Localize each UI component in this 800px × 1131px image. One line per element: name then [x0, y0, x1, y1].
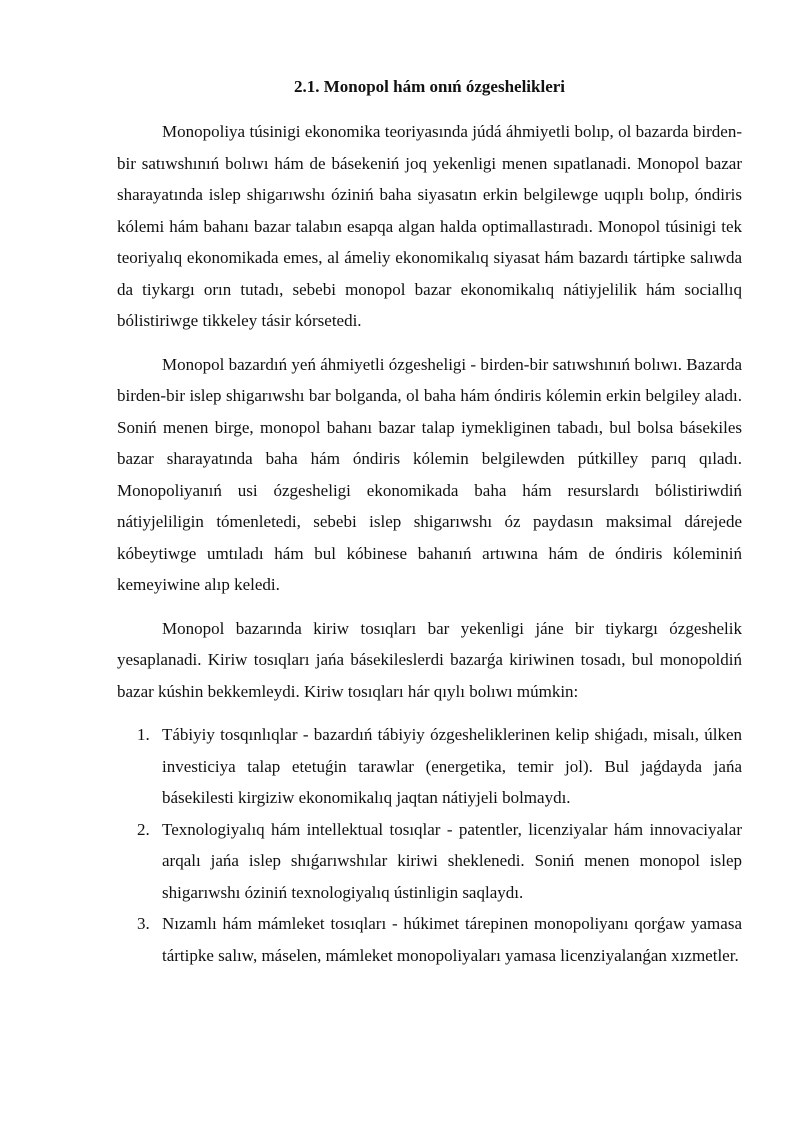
paragraph: Monopol bazardıń yeń áhmiyetli ózgesheligi - birden-bir satıwshınıń bolıwı. Bazarda birden-bir islep shigarıwshı bar bolganda, ol baha hám óndiris kólemin erkin belgiley aladı. Soniń menen birge, monopol bahanı bazar talap iymekliginen tabadı, bul bolsa básekiles bazar sharayatında baha hám óndiris kólemin belgilewden pútkilley parıq qıladı. Monopoliyanıń usi ózgesheligi ekonomikada baha hám resurslardı bólistiriwdiń nátiyjeliligin tómenletedi, sebebi islep shigarıwshı óz paydasın maksimal dárejede kóbeytiwge umtıladı hám bul kóbinese bahanıń artıwına hám de óndiris kóleminiń kemeyiwine alıp keledi. [117, 354, 742, 594]
list-item-text: Tábiyiy tosqınlıqlar - bazardıń tábiyiy ózgesheliklerinen kelip shiǵadı, misalı, úlken investiciya talap etetuǵin tarawlar (energetika, temir jol). Bul jaǵdayda jańa básekilesti kirgiziw ekonomikalıq jaqtan nátiyjeli bolmaydı. [162, 725, 742, 807]
paragraph: Monopoliya túsinigi ekonomika teoriyasında júdá áhmiyetli bolıp, ol bazarda birden-bir satıwshınıń bolıwı hám de básekeniń joq yekenligi menen sıpatlanadi. Monopol bazar sharayatında islep shigarıwshı óziniń baha siyasatın erkin belgilewge uqıplı bolıp, óndiris kólemi hám bahanı bazar talabın esapqa algan halda optimallastıradı. Monopol túsinigi tek teoriyalıq ekonomikada emes, al ámeliy ekonomikalıq siyasat hám bazardı tártipke salıwda da tiykargı orın tutadı, sebebi monopol bazar ekonomikalıq nátiyjelilik hám sociallıq bólistiriwge tikkeley tásir kórsetedi. [117, 122, 742, 330]
paragraph: Monopol bazarında kiriw tosıqları bar yekenligi jáne bir tiykargı ózgeshelik yesaplanadi. Kiriw tosıqları jańa básekileslerdi bazarǵa kiriwinen tosadı, bul monopoldiń bazar kúshin bekkemleydi. Kiriw tosıqları hár qıylı bolıwı múmkin: [117, 618, 742, 701]
list-item [117, 719, 742, 814]
list-item [117, 814, 742, 909]
list-item [117, 908, 742, 971]
document-page [117, 72, 742, 971]
list-item-text: Nızamlı hám mámleket tosıqları - húkimet tárepinen monopoliyanı qorǵaw yamasa tártipke salıw, máselen, mámleket monopoliyaları yamasa licenziyalanǵan xızmetler. [162, 914, 742, 965]
list-item-number: 3. [137, 914, 150, 933]
barrier-list [117, 719, 742, 971]
list-item-text: Texnologiyalıq hám intellektual tosıqlar - patentler, licenziyalar hám innovaciyalar arqalı jańa islep shıǵarıwshılar kiriwi sheklenedi. Soniń menen monopol islep shigarıwshı óziniń texnologiyalıq ústinligin saqlaydı. [162, 819, 742, 902]
list-item-number: 1. [137, 725, 150, 744]
section-title: 2.1. Monopol hám onıń ózgeshelikleri [293, 77, 566, 96]
list-item-number: 2. [137, 819, 150, 839]
